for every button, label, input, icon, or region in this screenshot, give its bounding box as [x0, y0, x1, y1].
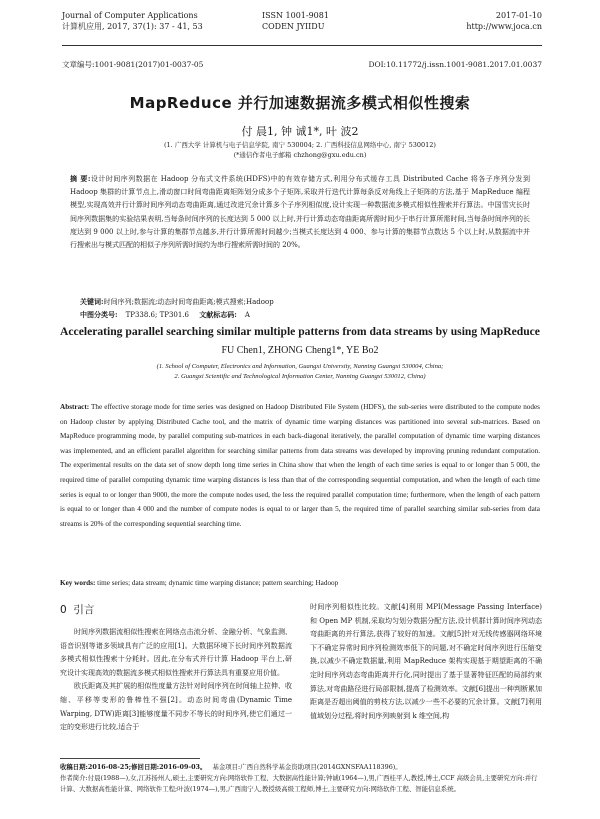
keywords-en — [60, 578, 338, 588]
clc-label: 中图分类号: — [80, 310, 118, 319]
paper-title-en: Accelerating parallel searching similar multiple patterns from data streams by using MapReduce — [60, 325, 540, 338]
authors-cn: 付 晨1, 钟 诚1*, 叶 波2 — [241, 125, 359, 138]
keywords-cn-label: 关键词: — [80, 297, 104, 306]
keywords-cn — [80, 297, 274, 307]
affiliation-en-2: 2. Guangxi Scientific and Technological Information Center, Nanning Guangxi 530012, China) — [174, 373, 426, 380]
journal-header-center — [262, 10, 329, 32]
article-number: 文章编号:1001-9081(2017)01-0037-05 — [62, 60, 204, 69]
abstract-en — [60, 400, 540, 531]
section-number: 0 — [60, 604, 67, 616]
paper-title-cn: MapReduce 并行加速数据流多模式相似性搜索 — [129, 94, 471, 112]
doi[interactable]: DOI:10.11772/j.issn.1001-9081.2017.01.0037 — [368, 60, 542, 69]
affiliation-en-1: (1. School of Computer, Electronics and Information, Guangxi University, Nanning Guangxi 530004, China; — [156, 363, 444, 370]
abstract-cn — [70, 172, 530, 252]
journal-name-en: Journal of Computer Applications — [62, 11, 198, 20]
keywords-en-text: time series; data stream; dynamic time warping distance; pattern searching; Hadoop — [97, 579, 339, 587]
abstract-en-text: The effective storage mode for time series was designed on Hadoop Distributed File System (HDFS), the sub-series were distributed to the compute nodes on Hadoop cluster by applying Distributed Cache tool, and the matrix of dynamic time warping distances was partitioned into several sub-matrices. Based on MapReduce programming mode, by parallel computing sub-matrices in each back-diagonal iteratively, the parallel computation of dynamic time warping distances was implemented, and an efficient parallel algorithm for searching similar patterns from data streams was developed by improving pruning redundant computation. The experimental results on the data set of snow depth long time series in China show that when the length of each time series is equal to or longer than 5 000, the required time of parallel computing dynamic time warping distances is less than that of the corresponding sequential computation, and when the length of each time series is equal to or longer than 9000, the more the compute nodes used, the less the required parallel computation time; furthermore, when the length of each pattern is equal to or longer than 4 000 and the number of compute nodes is equal to or larger than 5, the required time of parallel searching similar sub-series from data streams is 20% of the corresponding sequential searching time. — [60, 403, 540, 528]
body-paragraph: 欧氏距离及其扩展的相似性度量方法针对时间序列在时间轴上拉伸、收缩、平移等变形的鲁棒性不强[2]。动态时间弯曲(Dynamic Time Warping, DTW)距离[3]能够度量不同步不等长的时间序列,使它们通过一定的变形进行比较,适合于 — [60, 682, 292, 732]
abstract-cn-text: 设计时间序列数据在 Hadoop 分布式文件系统(HDFS)中的有效存储方式,利用分布式缓存工具 Distributed Cache 将各子序列分发到 Hadoop 集群的计算节点上,滑动窗口时间弯曲距离矩阵划分成多个子矩阵,采取并行迭代计算每条反对角线上子矩阵的方法,基于 MapReduce 编程模型,实现高效并行计算时间序列动态弯曲距离,通过改进冗余计算多个子序列相似度,设计实现一种数据流多模式相似性搜索并行算法。中国雪灾长时间序列数据集的实验结果表明,当每条时间序列的长度达到 5 000 以上时,并行计算动态弯曲距离所需时间少于串行计算所需时间,当每条时间序列的长度达到 9 000 以上时,参与计算的集群节点越多,并行计算所需时间越少;当模式长度达到 4 000、参与计算的集群节点数达 5 个以上时,从数据流中并行搜索出与模式匹配的相似子序列所需时间约为串行搜索所需时间的 20%。 — [70, 175, 530, 250]
affiliation-cn: (1. 广西大学 计算机与电子信息学院, 南宁 530004; 2. 广西科技信息网络中心, 南宁 530012) — [164, 141, 436, 149]
footnote-dates-fund — [60, 762, 540, 773]
abstract-en-label: Abstract: — [60, 403, 90, 411]
keywords-en-label: Key words: — [60, 579, 96, 587]
issue-date: 2017-01-10 — [495, 11, 542, 20]
journal-header-right — [466, 10, 542, 32]
clc-value: TP338.6; TP301.6 — [125, 311, 190, 319]
received-dates: 收稿日期:2016-08-25;修回日期:2016-09-03。 — [60, 763, 207, 771]
fund-info: 基金项目:广西自然科学基金资助项目(2014GXNSFAA118396)。 — [212, 763, 402, 771]
header-divider — [62, 45, 542, 46]
abstract-cn-label: 摘 要: — [70, 174, 91, 183]
doc-code-value: A — [244, 311, 250, 319]
corresponding-email: (*通信作者电子邮箱 chzhong@gxu.edu.cn) — [233, 151, 367, 159]
section-heading — [60, 602, 94, 617]
journal-url[interactable]: http://www.joca.cn — [466, 22, 542, 31]
doc-code-label: 文献标志码: — [199, 310, 237, 319]
section-title: 引言 — [73, 604, 95, 616]
journal-citation-cn: 计算机应用, 2017, 37(1): 37 - 41, 53 — [62, 22, 203, 31]
journal-header-left — [62, 10, 203, 32]
body-paragraph: 时间序列数据流相似性搜索在网络点击流分析、金融分析、气象监测、语音识别等诸多领域具有广泛的应用[1]。大数据环境下长时间序列数据流多模式相似性搜索十分耗时。因此,在分布式并行计算 Hadoop 平台上,研究设计实现高效的数据流多模式相似性搜索并行算法具有重要应用价值。 — [60, 628, 292, 677]
authors-en: FU Chen1, ZHONG Cheng1*, YE Bo2 — [221, 345, 379, 356]
issn: ISSN 1001-9081 — [262, 11, 329, 20]
keywords-cn-text: 时间序列;数据流;动态时间弯曲距离;模式搜索;Hadoop — [103, 298, 274, 306]
author-bio: 作者简介:付晨(1988—),女,江苏扬州人,硕士,主要研究方向:网络软件工程、大数据高性能计算;钟诚(1964—),男,广西桂平人,教授,博士,CCF 高级会员,主要研究方向:并行计算、大数据高性能计算、网络软件工程;叶波(1974—),男,广西南宁人,教授级高级工程师,博士,主要研究方向:网络软件工程、智能信息系统。 — [60, 774, 538, 793]
footnote — [60, 762, 540, 795]
body-column-left — [60, 626, 292, 735]
footnote-divider — [60, 758, 200, 759]
body-column-right — [310, 601, 542, 723]
classification-line — [80, 310, 258, 320]
coden: CODEN JYIIDU — [262, 22, 325, 31]
body-paragraph: 时间序列相似性比较。文献[4]利用 MPI(Message Passing Interface)和 Open MP 机制,采取均匀划分数据分配方法,设计机群计算时间序列动态弯曲距离的并行算法,获得了较好的加速。文献[5]针对无线传感器网络环境下不确定异常时间序列检测效率低下的问题,对不确定时间序列进行压缩变换,以减少不确定数据量,利用 MapReduce 架构实现基于期望距离的不确定时间序列动态弯曲距离并行化,同时提出了基于显著特征匹配的局部约束算法,对弯曲路径进行局部限制,提高了检测效率。文献[6]提出一种判断累加距离是否超出阈值的剪枝方法,以减少一些不必要的冗余计算。文献[7]利用值域划分过程,将时间序列映射到 k 维空间,构 — [310, 603, 542, 720]
